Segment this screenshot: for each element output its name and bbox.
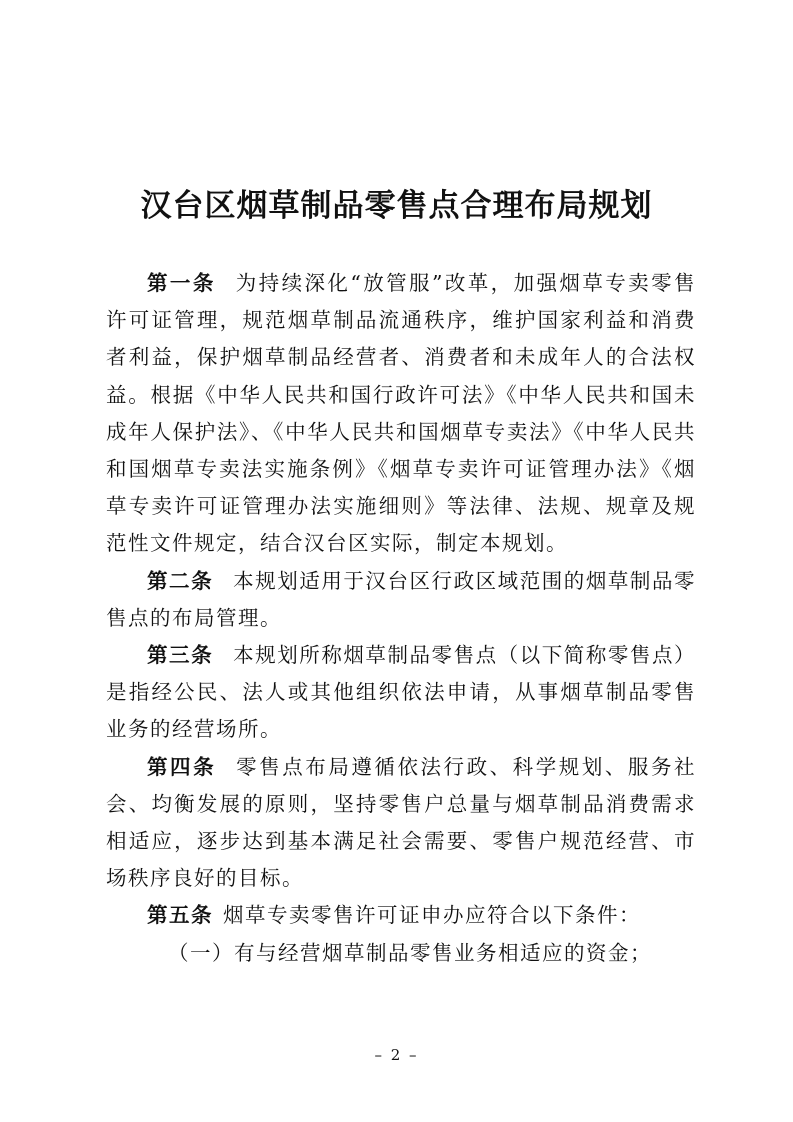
article-4 bbox=[106, 749, 696, 898]
article-3-label: 第三条 bbox=[147, 643, 214, 668]
article-1 bbox=[106, 265, 696, 563]
article-2-text: 本规划适用于汉台区行政区域范围的烟草制品零售点的布局管理。 bbox=[106, 568, 697, 630]
article-5-item-1 bbox=[106, 935, 696, 972]
article-4-label: 第四条 bbox=[147, 754, 217, 779]
article-2 bbox=[106, 563, 696, 637]
document-title: 汉台区烟草制品零售点合理布局规划 bbox=[140, 188, 653, 224]
article-1-label: 第一条 bbox=[147, 271, 216, 295]
article-2-label: 第二条 bbox=[147, 568, 214, 593]
article-1-text: 为持续深化“放管服”改革，加强烟草专卖零售许可证管理，规范烟草制品流通秩序，维护国家利益和消费者利益，保护烟草制品经营者、消费者和未成年人的合法权益。根据《中华人民共和国行政许可法》《中华人民共和国未成年人保护法》、《中华人民共和国烟草专卖法》《中华人民共和国烟草专卖法实施条例》《烟草专卖许可证管理办法》《烟草专卖许可证管理办法实施细则》等法律、法规、规章及规范性文件规定，结合汉台区实际，制定本规划。 bbox=[106, 271, 696, 556]
article-5 bbox=[106, 897, 696, 934]
article-5-label: 第五条 bbox=[147, 903, 213, 928]
article-3 bbox=[106, 637, 696, 749]
article-4-text: 零售点布局遵循依法行政、科学规划、服务社会、均衡发展的原则，坚持零售户总量与烟草制品消费需求相适应，逐步达到基本满足社会需要、零售户规范经营、市场秩序良好的目标。 bbox=[106, 754, 697, 891]
article-5-text: 烟草专卖零售许可证申办应符合以下条件： bbox=[223, 903, 641, 928]
article-3-text: 本规划所称烟草制品零售点（以下简称零售点）是指经公民、法人或其他组织依法申请，从事烟草制品零售业务的经营场所。 bbox=[106, 643, 697, 742]
page-number: – 2 – bbox=[374, 1046, 419, 1064]
article-5-item-1-text: （一）有与经营烟草制品零售业务相适应的资金； bbox=[168, 940, 652, 965]
document-body bbox=[106, 265, 696, 972]
